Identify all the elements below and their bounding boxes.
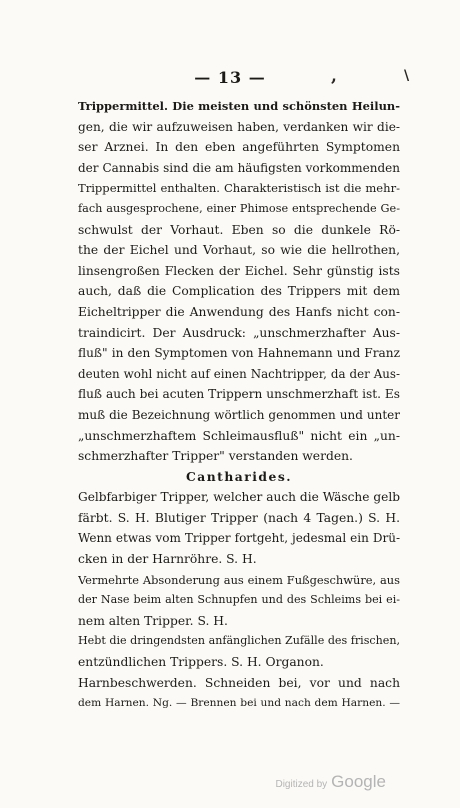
text-line: nem alten Tripper. S. H. <box>78 613 228 628</box>
text-line: der Nase beim alten Schnupfen und des Schleims bei ei- <box>78 593 400 607</box>
digitized-by-google-watermark <box>275 772 386 792</box>
text-line: Gelbfarbiger Tripper, welcher auch die Wäsche gelb <box>78 490 400 505</box>
text-line: fluß auch bei acuten Trippern unschmerzhaft ist. Es <box>78 387 400 402</box>
text-line: auch, daß die Complication des Trippers mit dem <box>78 284 400 299</box>
text-line: Eicheltripper die Anwendung des Hanfs nicht con- <box>78 304 400 319</box>
text-line: entzündlichen Trippers. S. H. Organon. <box>78 655 324 670</box>
body-text <box>78 96 400 714</box>
text-line: traindicirt. Der Ausdruck: „unschmerzhafter Aus- <box>78 325 400 340</box>
text-line: gen, die wir aufzuweisen haben, verdanken wir die- <box>78 119 400 134</box>
margin-tick-mark: \ <box>404 68 410 84</box>
text-line: Hebt die dringendsten anfänglichen Zufälle des frischen, <box>78 634 400 648</box>
text-line: cken in der Harnröhre. S. H. <box>78 552 257 567</box>
text-line: the der Eichel und Vorhaut, so wie die hellrothen, <box>78 243 400 258</box>
text-line: dem Harnen. Ng. — Brennen bei und nach dem Harnen. — <box>78 696 400 710</box>
text-line: ser Arznei. In den eben angeführten Symptomen <box>78 140 400 155</box>
section-heading: Cantharides. <box>185 468 293 484</box>
text-line: muß die Bezeichnung wörtlich genommen und unter <box>78 407 400 422</box>
text-line: fluß" in den Symptomen von Hahnemann und Franz <box>78 346 400 361</box>
text-line: deuten wohl nicht auf einen Nachtripper, da der Aus- <box>78 366 400 381</box>
text-line: fach ausgesprochene, einer Phimose entsprechende Ge- <box>78 201 400 215</box>
text-line: schmerzhafter Tripper" verstanden werden. <box>78 449 353 464</box>
text-line: „unschmerzhaftem Schleimausfluß" nicht ein „un- <box>78 428 400 443</box>
text-line: Harnbeschwerden. Schneiden bei, vor und nach <box>78 675 400 690</box>
text-line: Trippermittel. Die meisten und schönsten Heilun- <box>78 99 400 113</box>
text-line: färbt. S. H. Blutiger Tripper (nach 4 Tagen.) S. H. <box>78 510 400 525</box>
watermark-prefix: Digitized by <box>275 779 328 790</box>
text-line: der Cannabis sind die am häufigsten vorkommenden <box>78 160 400 175</box>
page-number: — 13 — <box>194 68 266 87</box>
text-line: Trippermittel enthalten. Charakteristisch ist die mehr- <box>78 181 400 196</box>
google-logo-text: Google <box>331 772 386 791</box>
text-line: Vermehrte Absonderung aus einem Fußgeschwüre, aus <box>78 572 400 587</box>
margin-comma-mark: , <box>331 66 337 86</box>
text-line: linsengroßen Flecken der Eichel. Sehr günstig ists <box>78 263 400 278</box>
text-line: schwulst der Vorhaut. Eben so die dunkele Rö- <box>78 222 400 237</box>
text-line: Wenn etwas vom Tripper fortgeht, jedesmal ein Drü- <box>78 531 400 546</box>
